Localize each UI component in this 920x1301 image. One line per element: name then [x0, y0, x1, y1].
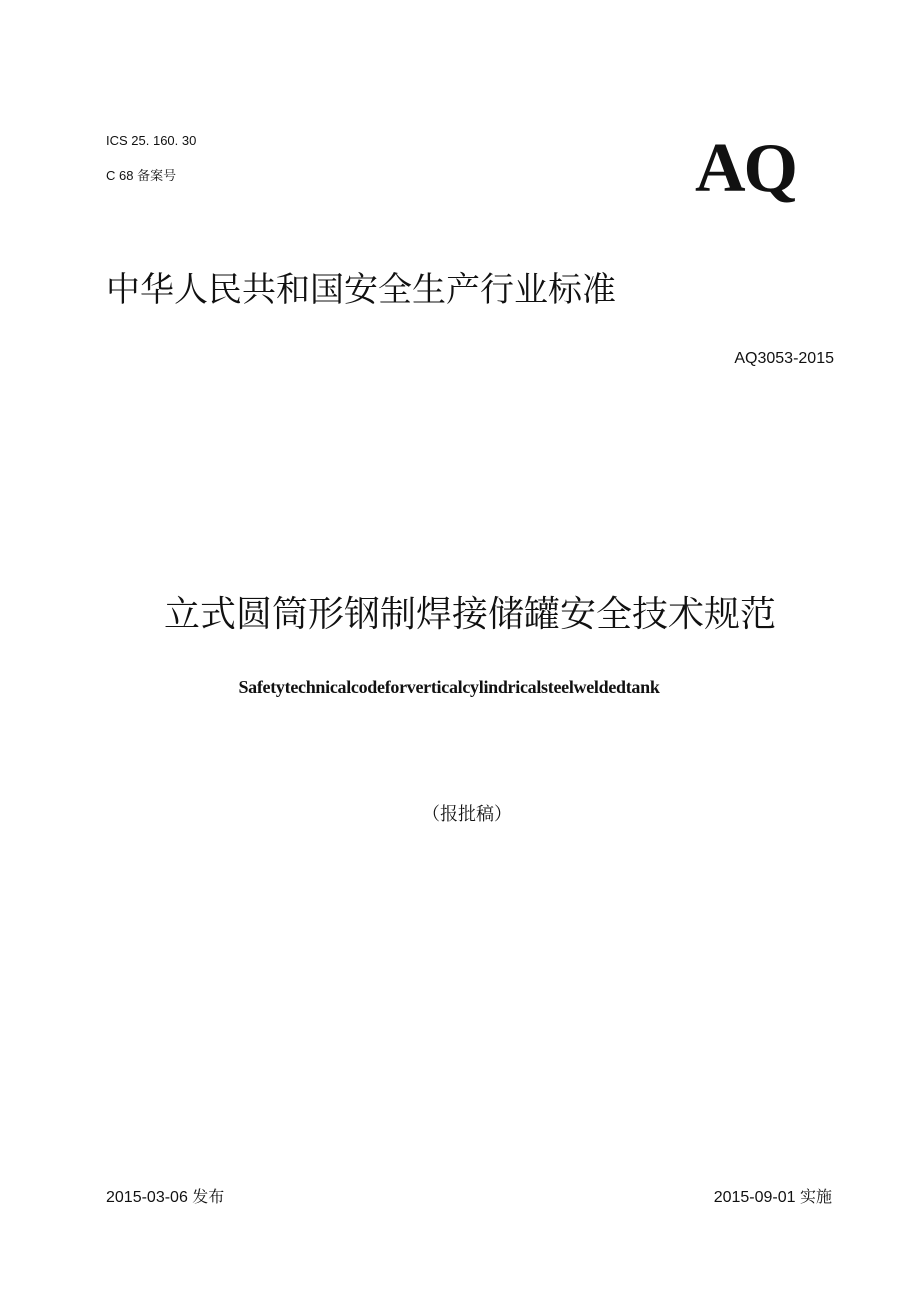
draft-status-container	[0, 800, 920, 826]
document-title-cn: 立式圆筒形钢制焊接储罐安全技术规范	[163, 594, 776, 635]
filing-number: C 68 备案号	[106, 168, 177, 183]
document-title-en: Safetytechnicalcodeforverticalcylindricalsteelweldedtank	[238, 677, 660, 697]
release-date: 2015-03-06 发布	[106, 1189, 225, 1206]
standard-category-title: 中华人民共和国安全生产行业标准	[106, 270, 616, 310]
document-title-en-container	[0, 677, 920, 698]
draft-status: （报批稿）	[422, 804, 512, 825]
ics-code: ICS 25. 160. 30	[106, 133, 197, 148]
standard-number: AQ3053-2015	[734, 350, 834, 367]
document-title-container	[0, 586, 920, 637]
aq-logo: AQ	[695, 130, 796, 207]
implementation-date: 2015-09-01 实施	[713, 1189, 832, 1206]
